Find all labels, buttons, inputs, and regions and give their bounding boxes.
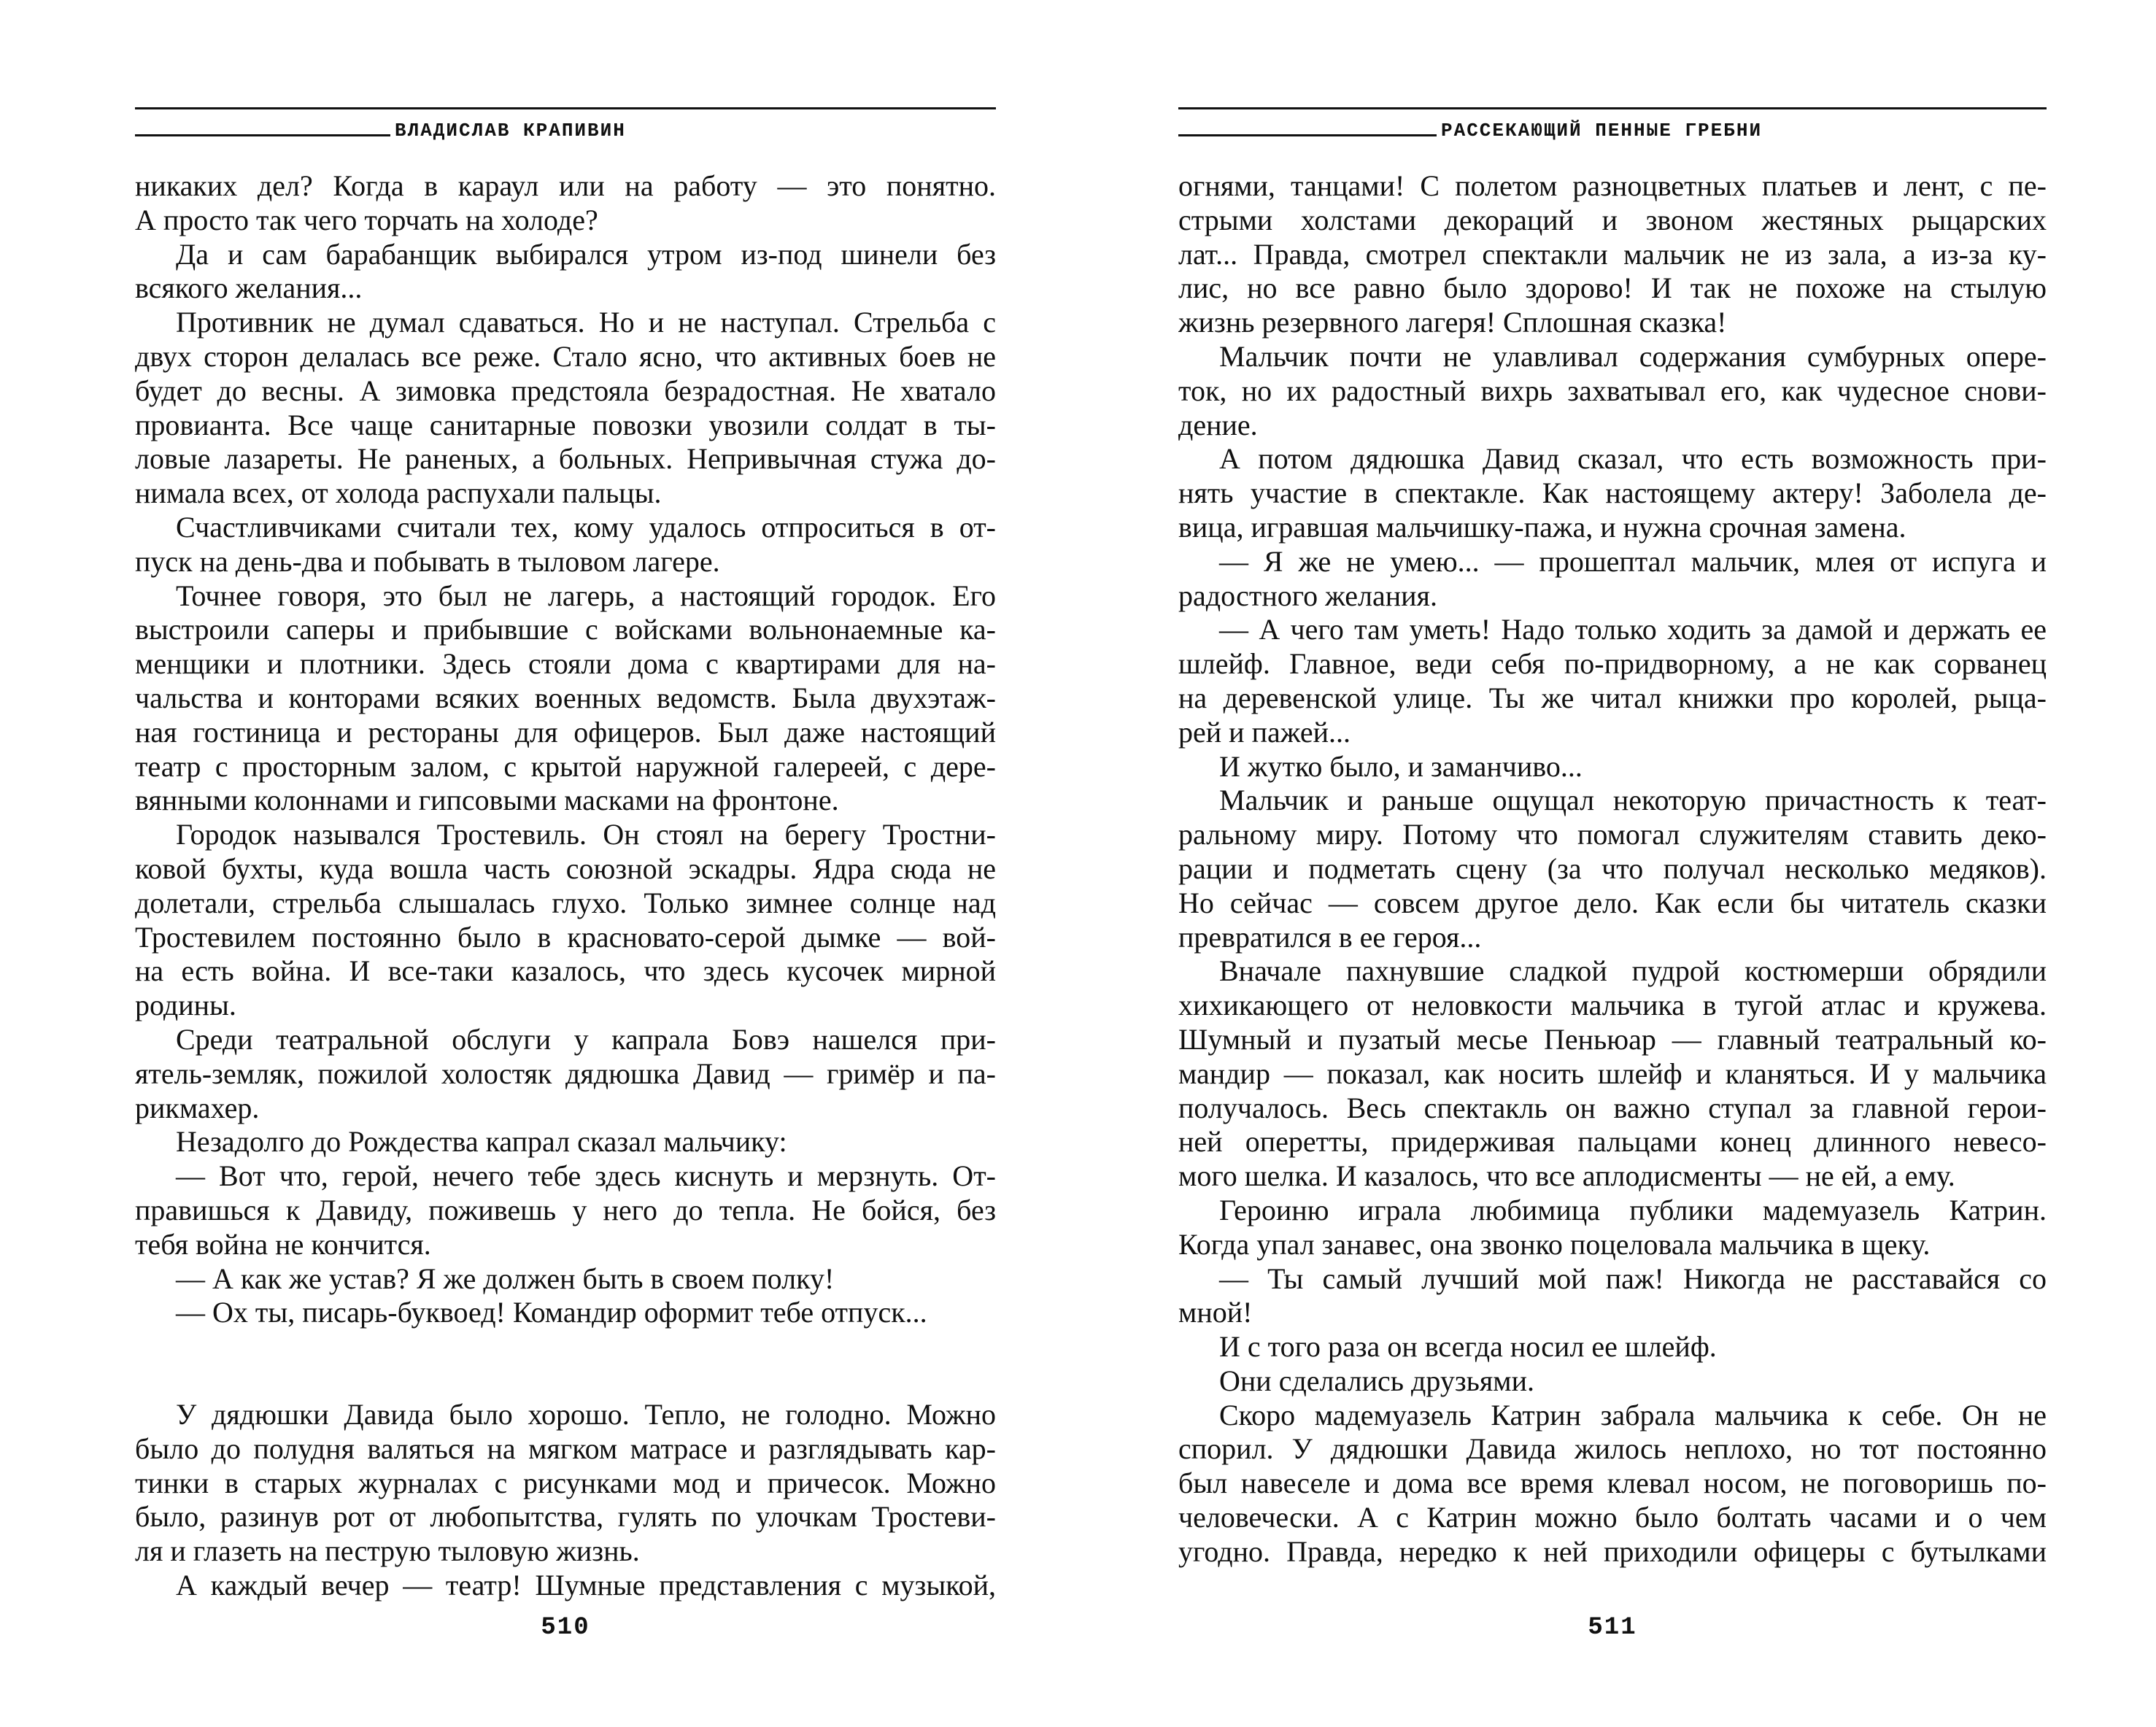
text-line: — А как же устав? Я же должен быть в своем полку! — [176, 1262, 835, 1295]
text-line: долетали, стрельба слышалась глухо. Только зимнее солнце над — [135, 886, 996, 919]
text-line: лат... Правда, смотрел спектакли мальчик не из зала, а из-за ку- — [1178, 237, 2047, 271]
running-head-title: РАССЕКАЮЩИЙ ПЕННЫЕ ГРЕБНИ — [1441, 120, 1763, 142]
text-line: мого шелка. И казалось, что все аплодисменты — не ей, а ему. — [1178, 1159, 1955, 1193]
text-line: правишься к Давиду, поживешь у него до тепла. Не бойся, без — [135, 1193, 996, 1226]
text-line: ятель-земляк, пожилой холостяк дядюшка Давид — гримёр и па- — [135, 1056, 996, 1090]
page-number: 510 — [541, 1614, 590, 1642]
text-line: Тростевилем постоянно было в красновато-серой дымке — вой- — [135, 920, 996, 954]
text-line: провианта. Все чаще санитарные повозки увозили солдат в ты- — [135, 408, 996, 441]
text-line: Да и сам барабанщик выбирался утром из-под шинели без — [176, 237, 996, 271]
text-line: Вначале пахнувшие сладкой пудрой костюмерши обрядили — [1219, 954, 2047, 988]
text-line: радостного желания. — [1178, 579, 1437, 612]
left-page-text — [135, 169, 996, 1603]
text-line: тинки в старых журналах с рисунками мод и причесок. Можно — [135, 1466, 996, 1499]
text-line: чальства и конторами всяких военных ведомств. Была двухэтаж- — [135, 681, 996, 714]
text-line: шлейф. Главное, веди себя по-придворному, а не как сорванец — [1178, 647, 2047, 681]
text-line: ковой бухты, куда вошла часть союзной эскадры. Ядра сюда не — [135, 851, 996, 885]
text-line: был навеселе и дома все время клевал носом, не поговоришь по- — [1178, 1467, 2047, 1500]
text-line: — Я же не умею... — прошептал мальчик, млея от испуга и — [1219, 544, 2047, 578]
text-line: двух сторон делалась все реже. Стало ясно, что активных боев не — [135, 339, 996, 373]
text-line: было, разинув рот от любопытства, гулять по улочкам Тростеви- — [135, 1500, 996, 1534]
text-line: спорил. У дядюшки Давида жилось неплохо, но тот постоянно — [1178, 1432, 2047, 1466]
text-line: Мальчик и раньше ощущал некоторую причастность к теат- — [1219, 784, 2047, 817]
text-line: Но сейчас — совсем другое дело. Как если бы читатель сказки — [1178, 886, 2047, 919]
text-line: Скоро мадемуазель Катрин забрала мальчика к себе. Он не — [1219, 1398, 2047, 1432]
text-line: угодно. Правда, нередко к ней приходили офицеры с бутылками — [1178, 1534, 2047, 1568]
text-line: Они сделались друзьями. — [1219, 1364, 1534, 1397]
text-line: А потом дядюшка Давид сказал, что есть возможность при- — [1219, 442, 2047, 476]
text-line: Шумный и пузатый месье Пеньюар — главный театральный ко- — [1178, 1022, 2047, 1056]
text-line: получалось. Весь спектакль он важно ступал за главной герои- — [1178, 1091, 2047, 1124]
running-header — [1178, 119, 2047, 145]
text-line: хихикающего от неловкости мальчика в тугой атлас и кружева. — [1178, 989, 2047, 1022]
text-line: рикмахер. — [135, 1091, 260, 1124]
text-line: нимала всех, от холода распухали пальцы. — [135, 476, 662, 510]
text-line: вянными колоннами и гипсовыми масками на фронтоне. — [135, 784, 839, 817]
text-line: — Вот что, герой, нечего тебе здесь киснуть и мерзнуть. От- — [176, 1159, 996, 1193]
text-line: мной! — [1178, 1296, 1253, 1329]
text-line: театр с просторным залом, с крытой наружной галереей, с дере- — [135, 749, 996, 783]
text-line: И с того раза он всегда носил ее шлейф. — [1219, 1330, 1717, 1364]
text-line: — Ох ты, писарь-буквоед! Командир оформит тебе отпуск... — [176, 1296, 927, 1329]
text-line: никаких дел? Когда в караул или на работу — это понятно. — [135, 169, 996, 202]
text-line: Точнее говоря, это был не лагерь, а настоящий городок. Его — [176, 579, 996, 612]
text-line: — Ты самый лучший мой паж! Никогда не расставайся со — [1219, 1262, 2047, 1295]
text-line: на деревенской улице. Ты же читал книжки про королей, рыца- — [1178, 681, 2047, 714]
text-line: человечески. А с Катрин можно было болтать часами и о чем — [1178, 1501, 2047, 1534]
text-line: рей и пажей... — [1178, 715, 1351, 749]
text-line: ральному миру. Потому что помогал служителям ставить деко- — [1178, 818, 2047, 851]
text-line: на есть война. И все-таки казалось, что здесь кусочек мирной — [135, 954, 996, 988]
text-line: огнями, танцами! С полетом разноцветных платьев и лент, с пе- — [1178, 169, 2047, 202]
text-line: стрыми холстами декораций и звоном жестяных рыцарских — [1178, 203, 2047, 236]
text-line: мандир — показал, как носить шлейф и кланяться. И у мальчика — [1178, 1056, 2047, 1090]
text-line: И жутко было, и заманчиво... — [1219, 749, 1583, 783]
text-line: менщики и плотники. Здесь стояли дома с квартирами для на- — [135, 647, 996, 681]
running-header — [135, 119, 996, 145]
text-line: ля и глазеть на пеструю тыловую жизнь. — [135, 1534, 640, 1568]
text-line: Незадолго до Рождества капрал сказал мальчику: — [176, 1125, 787, 1159]
text-line: А просто так чего торчать на холоде? — [135, 203, 598, 236]
text-line: дение. — [1178, 408, 1258, 441]
text-line: Мальчик почти не улавливал содержания сумбурных опере- — [1219, 339, 2047, 373]
text-line: Героиню играла любимица публики мадемуазель Катрин. — [1219, 1193, 2047, 1226]
text-line: лис, но все равно было здорово! И так не похоже на стылую — [1178, 271, 2047, 305]
left-page — [135, 0, 996, 1727]
top-rule — [135, 107, 996, 109]
running-head-author: ВЛАДИСЛАВ КРАПИВИН — [395, 120, 626, 142]
text-line: ная гостиница и рестораны для офицеров. Был даже настоящий — [135, 715, 996, 749]
header-rule — [1178, 134, 1437, 136]
text-line: Когда упал занавес, она звонко поцеловала мальчика в щеку. — [1178, 1227, 1931, 1261]
text-line: тебя война не кончится. — [135, 1227, 431, 1261]
text-line: ней оперетты, придерживая пальцами конец длинного невесо- — [1178, 1125, 2047, 1159]
text-line: было до полудня валяться на мягком матрасе и разглядывать кар- — [135, 1432, 996, 1465]
text-line: рации и подметать сцену (за что получал несколько медяков). — [1178, 851, 2047, 885]
text-line: Счастливчиками считали тех, кому удалось отпроситься в от- — [176, 510, 996, 544]
header-rule — [135, 134, 390, 136]
text-line: Городок назывался Тростевиль. Он стоял на берегу Тростни- — [176, 818, 996, 851]
text-line: будет до весны. А зимовка предстояла безрадостная. Не хватало — [135, 374, 996, 407]
text-line: нять участие в спектакле. Как настоящему актеру! Заболела де- — [1178, 476, 2047, 510]
section-break — [135, 1330, 996, 1398]
text-line: пуск на день-два и побывать в тыловом лагере. — [135, 544, 720, 578]
text-line: — А чего там уметь! Надо только ходить за дамой и держать ее — [1219, 613, 2047, 646]
text-line: ловые лазареты. Не раненых, а больных. Непривычная стужа до- — [135, 442, 996, 476]
page-number: 511 — [1588, 1614, 1637, 1642]
text-line: жизнь резервного лагеря! Сплошная сказка! — [1178, 306, 1727, 339]
right-page-text — [1178, 169, 2047, 1569]
text-line: всякого желания... — [135, 271, 363, 305]
text-line: ток, но их радостный вихрь захватывал его, как чудесное снови- — [1178, 374, 2047, 407]
top-rule — [1178, 107, 2047, 109]
text-line: У дядюшки Давида было хорошо. Тепло, не голодно. Можно — [176, 1398, 996, 1432]
text-line: выстроили саперы и прибывшие с войсками вольнонаемные ка- — [135, 613, 996, 646]
text-line: превратился в ее героя... — [1178, 920, 1482, 954]
text-line: вица, игравшая мальчишку-пажа, и нужна срочная замена. — [1178, 510, 1906, 544]
text-line: родины. — [135, 989, 236, 1022]
text-line: Среди театральной обслуги у капрала Бовэ нашелся при- — [176, 1022, 996, 1056]
right-page — [1178, 0, 2047, 1727]
text-line: Противник не думал сдаваться. Но и не наступал. Стрельба с — [176, 306, 996, 339]
text-line: А каждый вечер — театр! Шумные представления с музыкой, — [176, 1569, 996, 1602]
